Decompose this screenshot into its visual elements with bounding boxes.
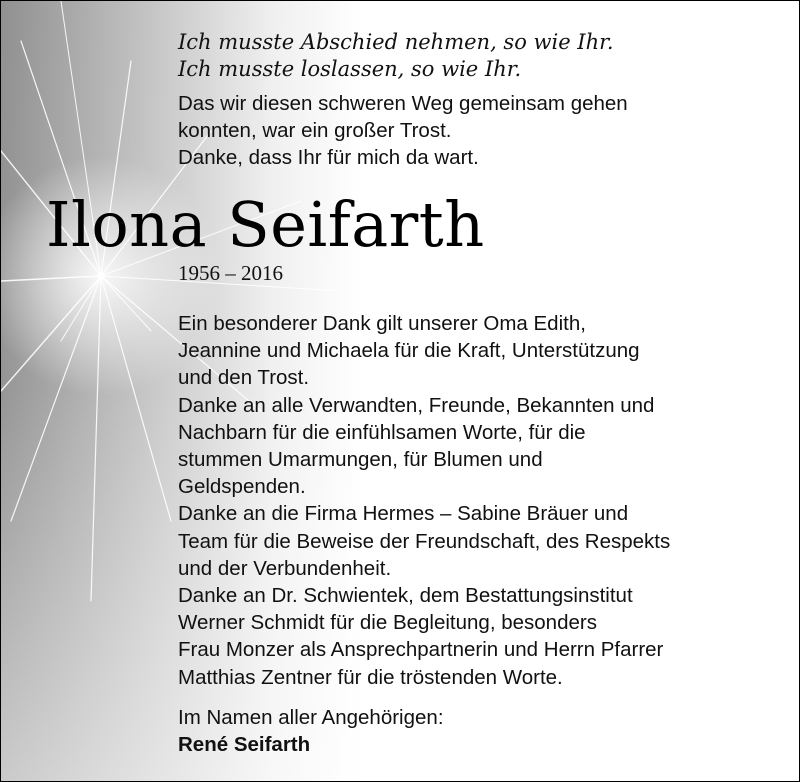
signature-block [178,704,444,758]
quote-line: Ich musste Abschied nehmen, so wie Ihr. [178,30,614,54]
body-line: stummen Umarmungen, für Blumen und [178,448,543,472]
intro-line: konnten, war ein großer Trost. [178,119,452,142]
body-line: und den Trost. [178,366,310,390]
opening-quote [178,29,614,83]
body-line: und der Verbundenheit. [178,556,392,580]
body-line: Jeannine und Michaela für die Kraft, Unterstützung [178,339,640,363]
life-dates: 1956 – 2016 [178,261,283,285]
thanks-paragraph [178,310,670,691]
body-line: Nachbarn für die einfühlsamen Worte, für die [178,420,586,444]
body-line: Danke an Dr. Schwientek, dem Bestattungsinstitut [178,584,633,608]
intro-line: Danke, dass Ihr für mich da wart. [178,146,479,169]
body-line: Werner Schmidt für die Begleitung, besonders [178,611,597,635]
body-line: Danke an alle Verwandten, Freunde, Bekannten und [178,393,655,417]
quote-line: Ich musste loslassen, so wie Ihr. [178,57,522,81]
closing-line: Im Namen aller Angehörigen: [178,706,444,729]
body-line: Danke an die Firma Hermes – Sabine Bräuer und [178,502,629,526]
deceased-name: Ilona Seifarth [46,188,485,261]
body-line: Ein besonderer Dank gilt unserer Oma Edith, [178,312,586,335]
body-line: Team für die Beweise der Freundschaft, des Respekts [178,529,671,553]
signer-name: René Seifarth [178,733,311,756]
body-line: Geldspenden. [178,475,306,499]
body-line: Frau Monzer als Ansprechpartnerin und Herrn Pfarrer [178,638,664,662]
intro-line: Das wir diesen schweren Weg gemeinsam gehen [178,92,628,115]
intro-paragraph [178,90,628,171]
body-line: Matthias Zentner für die tröstenden Worte. [178,665,563,689]
